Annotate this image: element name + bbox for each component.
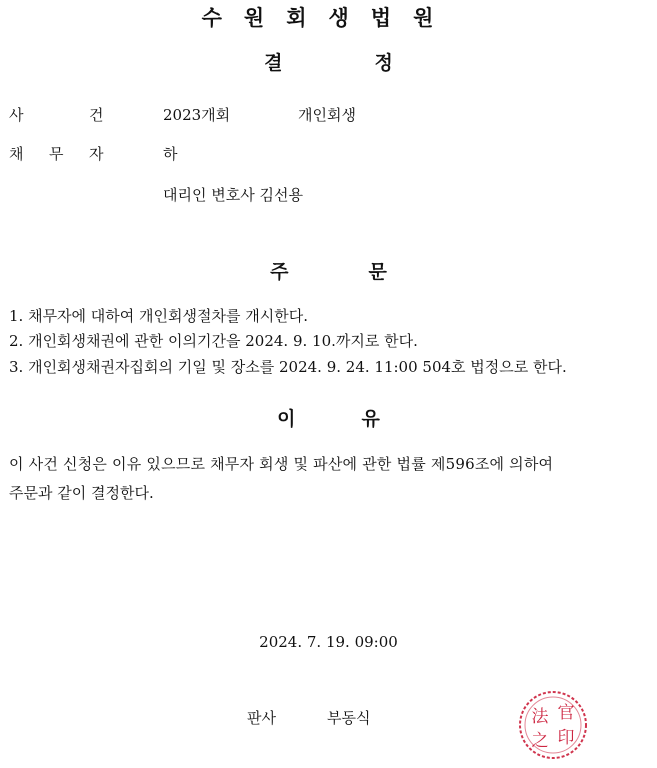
order-item-1: 1. 채무자에 대하여 개인회생절차를 개시한다. (9, 307, 308, 325)
order-heading-char-2: 문 (368, 261, 387, 283)
order-heading-char-1: 주 (270, 261, 289, 283)
svg-text:之: 之 (531, 731, 549, 751)
case-label: 사 건 (9, 106, 104, 124)
document-title (0, 48, 657, 75)
judge-name: 부동식 (327, 709, 371, 727)
court-name: 수원회생법원 (201, 6, 456, 30)
svg-text:法: 法 (531, 707, 549, 727)
reason-heading (0, 404, 657, 431)
svg-text:印: 印 (557, 728, 575, 748)
order-heading (0, 257, 657, 284)
decision-date: 2024. 7. 19. 09:00 (259, 633, 398, 651)
debtor-label: 채 무 자 (9, 145, 104, 163)
seal-icon (516, 688, 590, 762)
case-number: 2023개회 (163, 106, 231, 124)
reason-heading-char-1: 이 (277, 408, 296, 430)
svg-text:官: 官 (557, 703, 575, 723)
case-type: 개인회생 (298, 106, 356, 124)
reason-heading-char-2: 유 (361, 408, 380, 430)
reason-line-2: 주문과 같이 결정한다. (9, 484, 154, 502)
debtor-agent: 대리인 변호사 김선용 (163, 186, 303, 204)
title-char-2: 정 (374, 52, 393, 74)
court-seal-stamp (516, 688, 590, 762)
order-item-3: 3. 개인회생채권자집회의 기일 및 장소를 2024. 9. 24. 11:00 504호 법정으로 한다. (9, 358, 567, 376)
title-char-1: 결 (264, 52, 283, 74)
debtor-name: 하 (163, 145, 178, 163)
judge-title: 판사 (247, 709, 276, 727)
reason-line-1: 이 사건 신청은 이유 있으므로 채무자 회생 및 파산에 관한 법률 제596조에 의하여 (9, 455, 554, 473)
order-item-2: 2. 개인회생채권에 관한 이의기간을 2024. 9. 10.까지로 한다. (9, 332, 418, 350)
